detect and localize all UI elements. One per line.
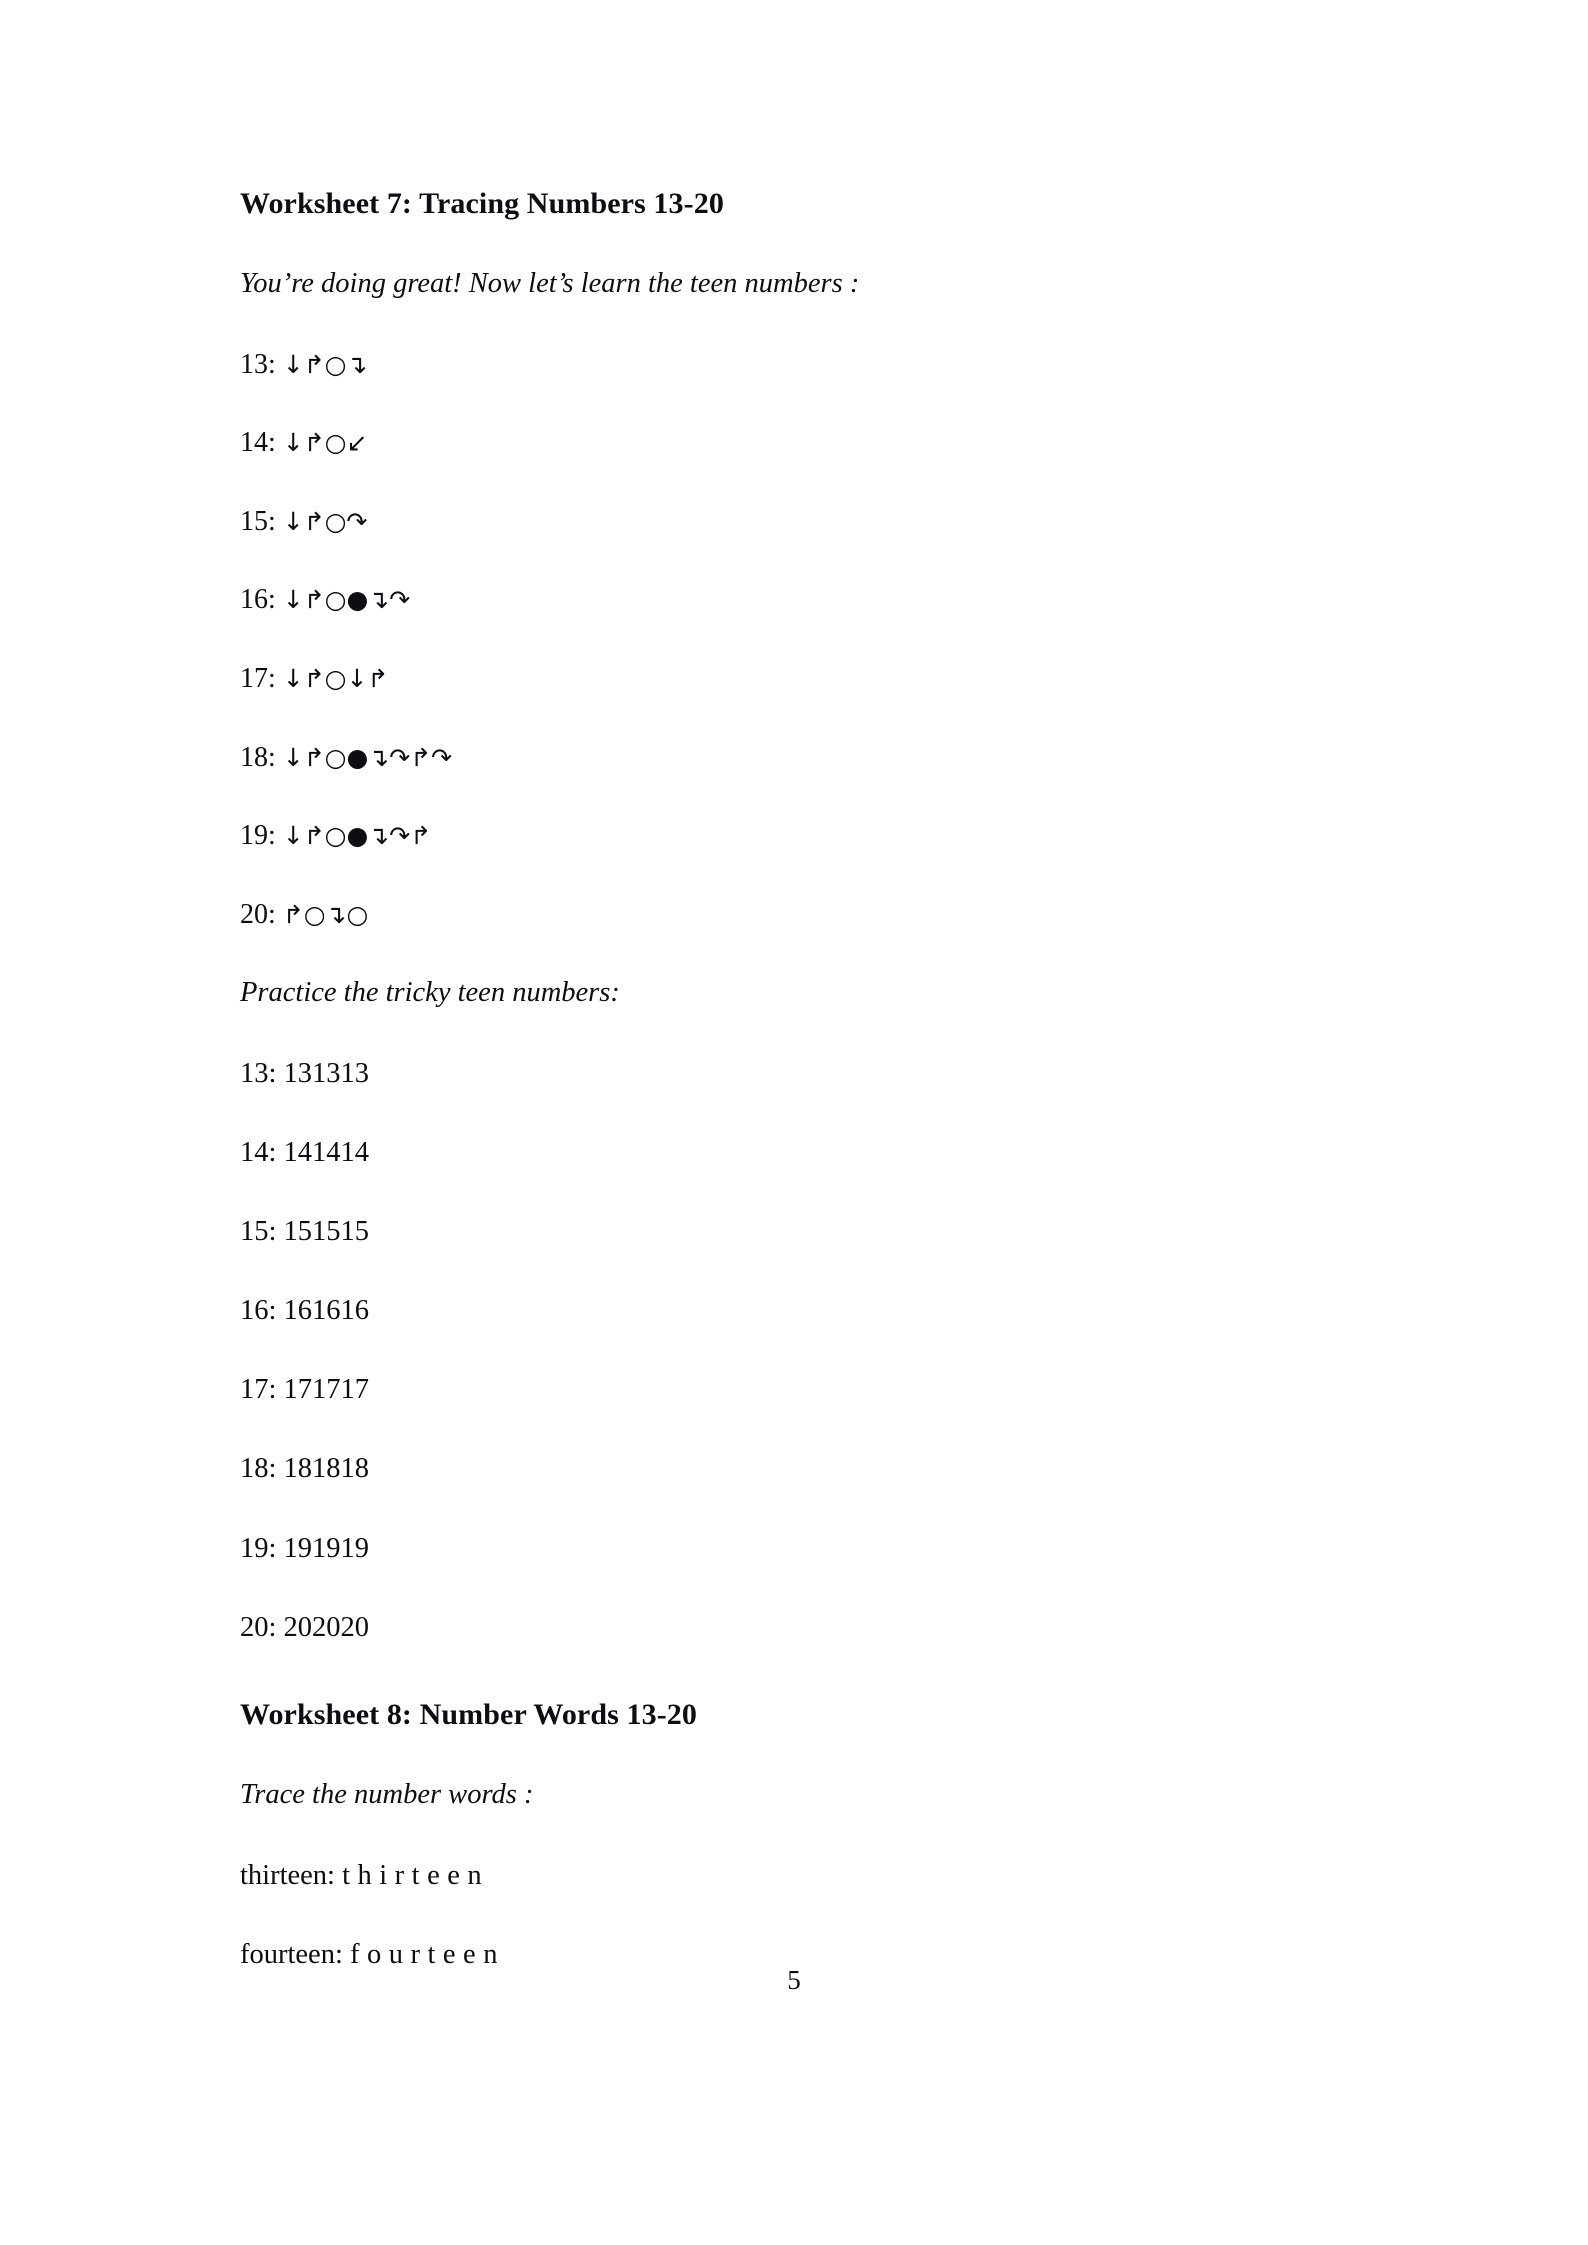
practice-row-13-value: 131313 [283, 1057, 370, 1089]
practice-row-14-value: 141414 [283, 1136, 370, 1168]
trace-row-14-glyphs: ↓↱○↙ [282, 428, 368, 458]
trace-row-16-glyphs: ↓↱○●↴↷ [282, 585, 411, 615]
trace-row-18 [240, 741, 1350, 775]
practice-row-16 [240, 1294, 1350, 1328]
word-row-fourteen-value: fourteen [350, 1938, 505, 1970]
trace-row-20-glyphs: ↱○↴○ [282, 899, 369, 929]
trace-row-13-label: 13: [240, 348, 276, 380]
trace-row-15 [240, 505, 1350, 539]
practice-row-20-value: 202020 [283, 1611, 370, 1643]
trace-row-19-label: 19: [240, 820, 276, 852]
practice-row-19-value: 191919 [283, 1532, 370, 1564]
trace-row-20-label: 20: [240, 898, 276, 930]
worksheet-7-heading: Worksheet 7: Tracing Numbers 13-20 [240, 187, 724, 220]
trace-row-17-label: 17: [240, 662, 276, 694]
trace-row-17 [240, 662, 1350, 696]
trace-row-18-glyphs: ↓↱○●↴↷↱↷ [282, 742, 453, 772]
worksheet-8-heading: Worksheet 8: Number Words 13-20 [240, 1698, 697, 1732]
practice-row-20-label: 20: [240, 1611, 277, 1643]
practice-row-14-label: 14: [240, 1136, 277, 1168]
practice-row-16-label: 16: [240, 1295, 277, 1327]
practice-instruction: Practice the tricky teen numbers: [240, 977, 620, 1009]
practice-row-18-label: 18: [240, 1453, 277, 1485]
trace-row-19-glyphs: ↓↱○●↴↷↱ [282, 821, 432, 851]
practice-row-13 [240, 1057, 1350, 1091]
practice-row-19 [240, 1532, 1350, 1566]
practice-row-16-value: 161616 [283, 1295, 370, 1327]
trace-row-14 [240, 426, 1350, 460]
practice-row-15-label: 15: [240, 1215, 277, 1247]
trace-row-19 [240, 819, 1350, 853]
practice-row-18-value: 181818 [283, 1453, 370, 1485]
trace-row-14-label: 14: [240, 427, 276, 459]
trace-row-16 [240, 583, 1350, 617]
trace-row-15-glyphs: ↓↱○↷ [282, 506, 368, 536]
worksheet-7-instruction: You’re doing great! Now let’s learn the teen numbers : [240, 268, 860, 300]
word-row-thirteen-value: thirteen [342, 1859, 490, 1891]
page-content [240, 186, 1350, 2017]
word-row-fourteen-label: fourteen: [240, 1938, 343, 1970]
word-row-thirteen [240, 1859, 1350, 1893]
practice-row-13-label: 13: [240, 1057, 277, 1089]
word-row-thirteen-label: thirteen: [240, 1859, 335, 1891]
trace-row-20 [240, 898, 1350, 932]
practice-row-14 [240, 1136, 1350, 1170]
worksheet-8-instruction: Trace the number words : [240, 1779, 534, 1811]
practice-row-17-label: 17: [240, 1374, 277, 1406]
practice-row-17-value: 171717 [283, 1374, 370, 1406]
trace-row-17-glyphs: ↓↱○↓↱ [282, 663, 389, 693]
trace-row-13 [240, 348, 1350, 382]
practice-row-15 [240, 1215, 1350, 1249]
trace-row-18-label: 18: [240, 741, 276, 773]
practice-row-18 [240, 1452, 1350, 1486]
practice-row-19-label: 19: [240, 1532, 277, 1564]
trace-row-13-glyphs: ↓↱○↴ [282, 349, 368, 379]
trace-row-16-label: 16: [240, 584, 276, 616]
page-number: 5 [787, 1965, 801, 1995]
practice-row-20 [240, 1611, 1350, 1645]
practice-row-17 [240, 1373, 1350, 1407]
trace-row-15-label: 15: [240, 505, 276, 537]
practice-row-15-value: 151515 [283, 1215, 370, 1247]
